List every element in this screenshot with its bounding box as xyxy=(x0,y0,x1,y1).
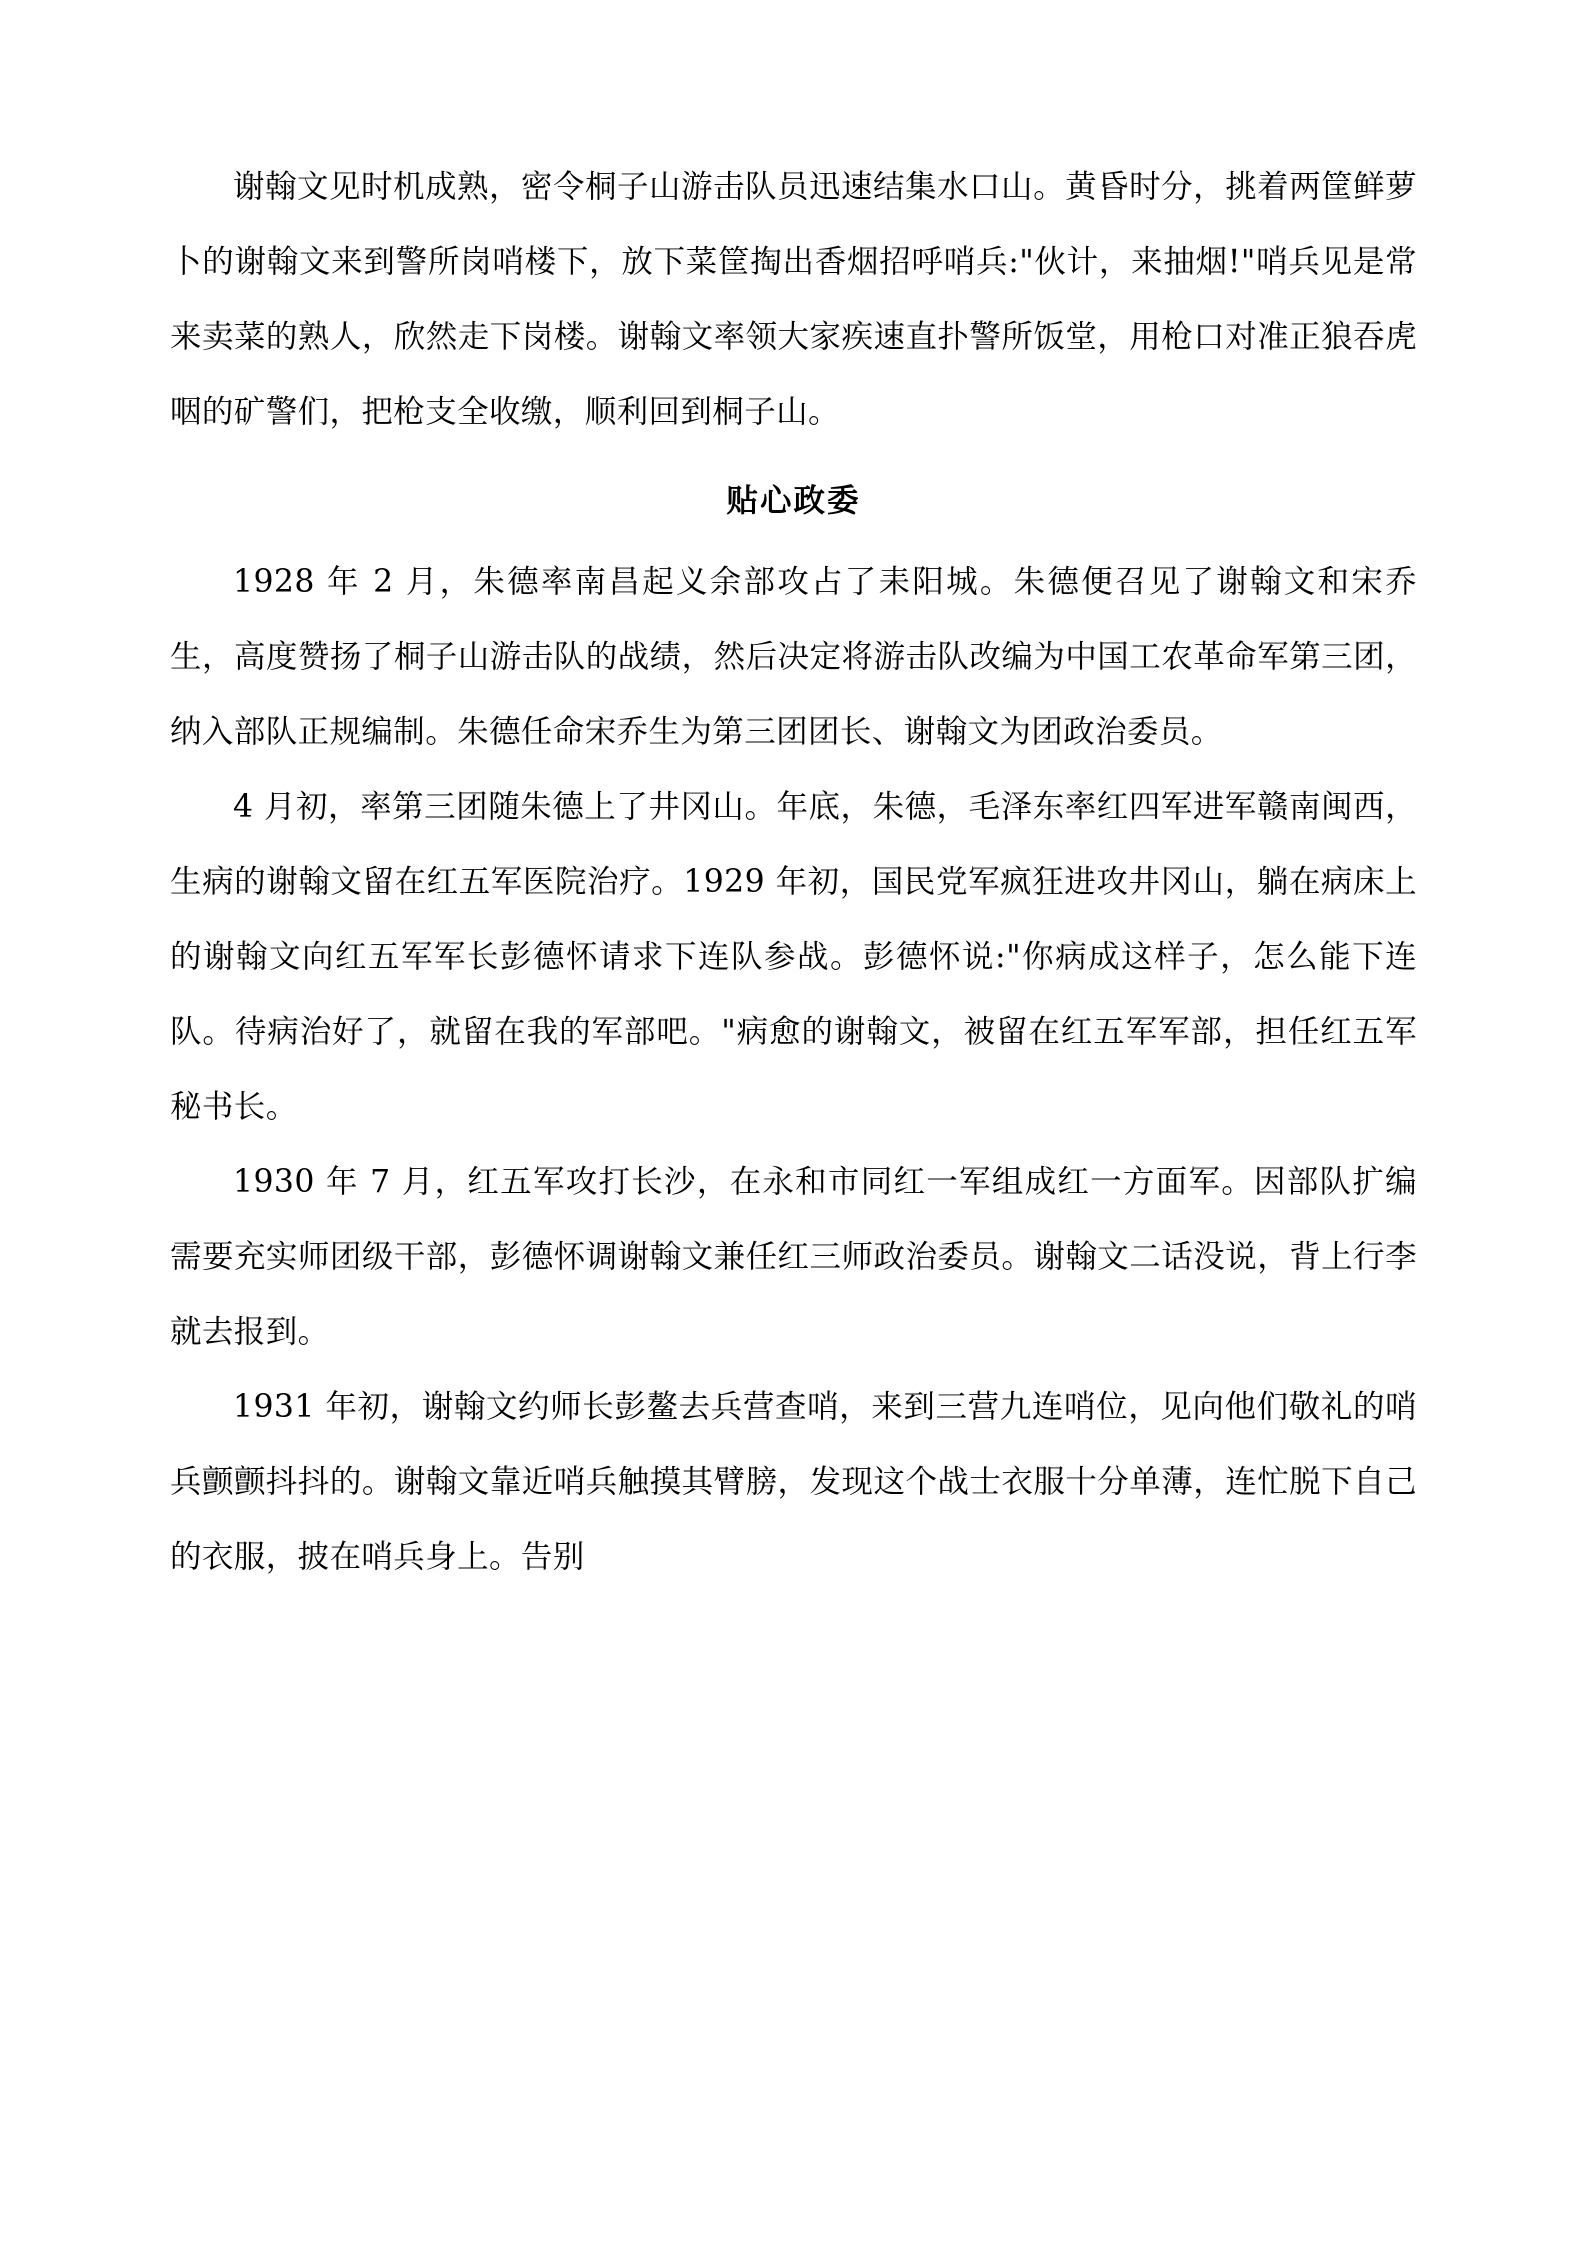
paragraph-5: 1931 年初，谢翰文约师长彭鳌去兵营查哨，来到三营九连哨位，见向他们敬礼的哨兵颤颤抖抖的。谢翰文靠近哨兵触摸其臂膀，发现这个战士衣服十分单薄，连忙脱下自己的衣服，披在哨兵身上。告别 xyxy=(170,1389,1417,1575)
paragraph-3: 4 月初，率第三团随朱德上了井冈山。年底，朱德，毛泽东率红四军进军赣南闽西，生病的谢翰文留在红五军医院治疗。1929 年初，国民党军疯狂进攻井冈山，躺在病床上的谢翰文向红五军军长彭德怀请求下连队参战。彭德怀说:"你病成这样子，怎么能下连队。待病治好了，就留在我的军部吧。"病愈的谢翰文，被留在红五军军部，担任红五军秘书长。 xyxy=(170,789,1417,1125)
paragraph-2: 1928 年 2 月，朱德率南昌起义余部攻占了耒阳城。朱德便召见了谢翰文和宋乔生，高度赞扬了桐子山游击队的战绩，然后决定将游击队改编为中国工农革命军第三团，纳入部队正规编制。朱德任命宋乔生为第三团团长、谢翰文为团政治委员。 xyxy=(170,564,1417,750)
section-heading: 贴心政委 xyxy=(726,483,861,519)
document-body xyxy=(170,150,1417,1595)
paragraph-1: 谢翰文见时机成熟，密令桐子山游击队员迅速结集水口山。黄昏时分，挑着两筐鲜萝卜的谢翰文来到警所岗哨楼下，放下菜筐掏出香烟招呼哨兵:"伙计，来抽烟!"哨兵见是常来卖菜的熟人，欣然走下岗楼。谢翰文率领大家疾速直扑警所饭堂，用枪口对准正狼吞虎咽的矿警们，把枪支全收缴，顺利回到桐子山。 xyxy=(170,169,1417,430)
paragraph-4: 1930 年 7 月，红五军攻打长沙，在永和市同红一军组成红一方面军。因部队扩编需要充实师团级干部，彭德怀调谢翰文兼任红三师政治委员。谢翰文二话没说，背上行李就去报到。 xyxy=(170,1164,1417,1350)
